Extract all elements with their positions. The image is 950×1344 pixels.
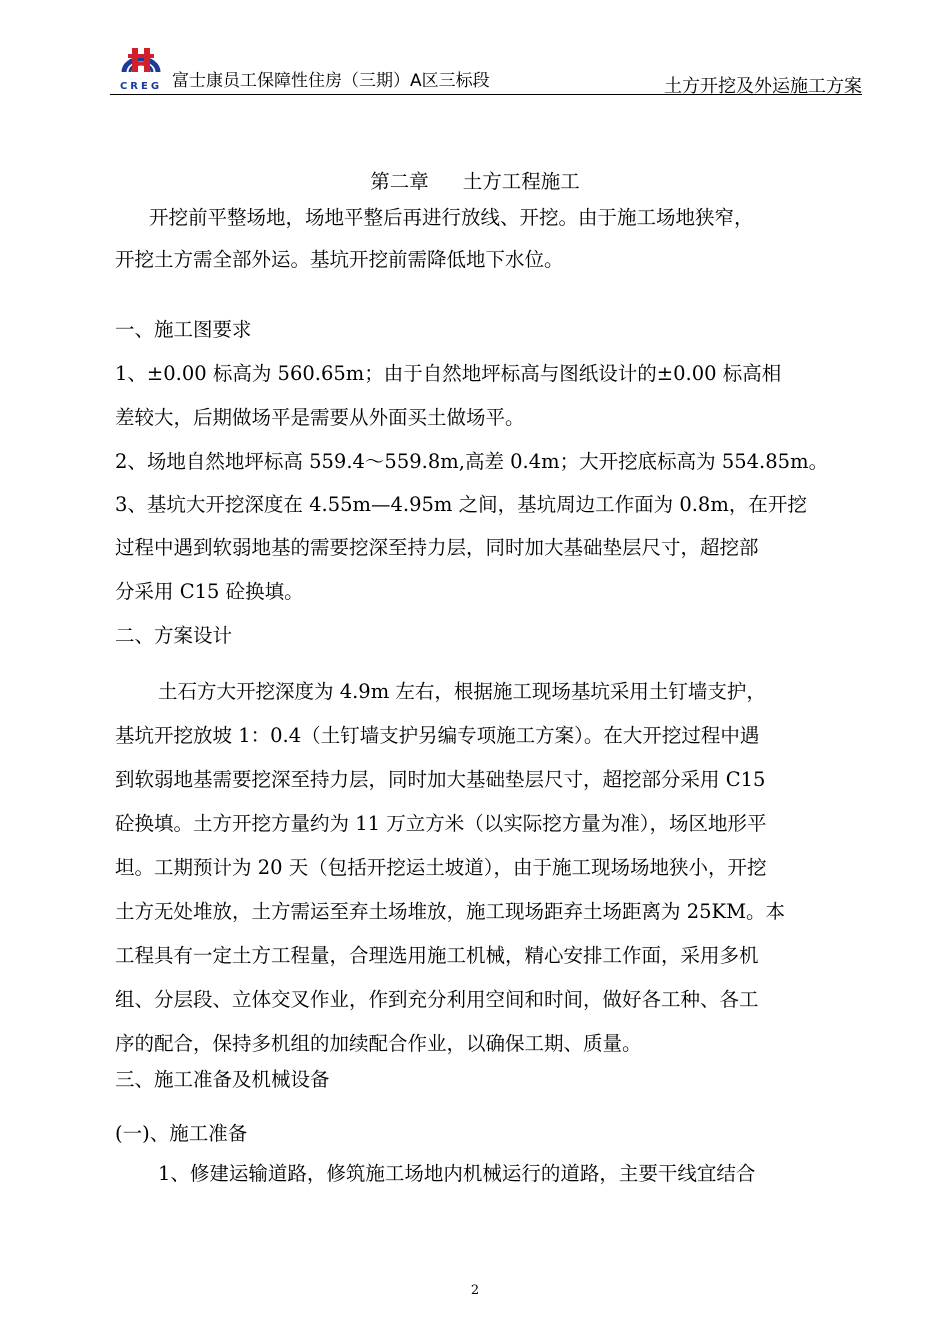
- section1-item3-line3: 分采用 C15 砼换填。: [115, 580, 304, 603]
- section3-subheading: (一)、施工准备: [115, 1122, 248, 1145]
- section2-line6: 土方无处堆放，土方需运至弃土场堆放，施工现场距弃土场距离为 25KM。本: [115, 900, 786, 923]
- intro-line-1: 开挖前平整场地，场地平整后再进行放线、开挖。由于施工场地狭窄，: [149, 206, 754, 229]
- section1-item3-line2: 过程中遇到软弱地基的需要挖深至持力层，同时加大基础垫层尺寸，超挖部: [115, 536, 759, 559]
- chapter-title: 土方工程施工: [462, 170, 580, 193]
- section2-line3: 到软弱地基需要挖深至持力层，同时加大基础垫层尺寸，超挖部分采用 C15: [115, 768, 766, 791]
- section1-item1-line1: 1、±0.00 标高为 560.65m；由于自然地坪标高与图纸设计的±0.00 标高相: [115, 362, 782, 385]
- section2-line1: 土石方大开挖深度为 4.9m 左右，根据施工现场基坑采用土钉墙支护，: [158, 680, 766, 703]
- section1-heading: 一、施工图要求: [115, 318, 252, 341]
- page-number: 2: [470, 1283, 480, 1298]
- chapter-number: 第二章: [370, 170, 429, 193]
- section2-heading: 二、方案设计: [115, 624, 233, 647]
- section2-line2: 基坑开挖放坡 1：0.4（土钉墙支护另编专项施工方案）。在大开挖过程中遇: [115, 724, 760, 747]
- section1-item2-line1: 2、场地自然地坪标高 559.4～559.8m,高差 0.4m；大开挖底标高为 554.85m。: [115, 450, 829, 473]
- intro-line-2: 开挖土方需全部外运。基坑开挖前需降低地下水位。: [115, 248, 564, 271]
- project-name: 富士康员工保障性住房（三期）A区三标段: [172, 71, 490, 91]
- header-divider: [110, 94, 862, 95]
- document-title: 土方开挖及外运施工方案: [664, 76, 862, 97]
- section3-heading: 三、施工准备及机械设备: [115, 1068, 330, 1091]
- section3-item1-line1: 1、修建运输道路，修筑施工场地内机械运行的道路，主要干线宜结合: [158, 1162, 756, 1185]
- section2-line4: 砼换填。土方开挖方量约为 11 万立方米（以实际挖方量为准），场区地形平: [115, 812, 767, 835]
- section2-line5: 坦。工期预计为 20 天（包括开挖运土坡道），由于施工现场场地狭小，开挖: [115, 856, 767, 879]
- section1-item1-line2: 差较大，后期做场平是需要从外面买土做场平。: [115, 406, 525, 429]
- creg-logo: [110, 42, 172, 92]
- section1-item3-line1: 3、基坑大开挖深度在 4.55m—4.95m 之间，基坑周边工作面为 0.8m，在开挖: [115, 493, 807, 516]
- page-header: [110, 42, 862, 97]
- chapter-heading: [0, 166, 950, 194]
- section2-line9: 序的配合，保持多机组的加续配合作业，以确保工期、质量。: [115, 1032, 642, 1055]
- section2-line7: 工程具有一定土方工程量，合理选用施工机械，精心安排工作面，采用多机: [115, 944, 759, 967]
- logo-text: CREG: [119, 81, 163, 92]
- section2-line8: 组、分层段、立体交叉作业，作到充分利用空间和时间，做好各工种、各工: [115, 988, 759, 1011]
